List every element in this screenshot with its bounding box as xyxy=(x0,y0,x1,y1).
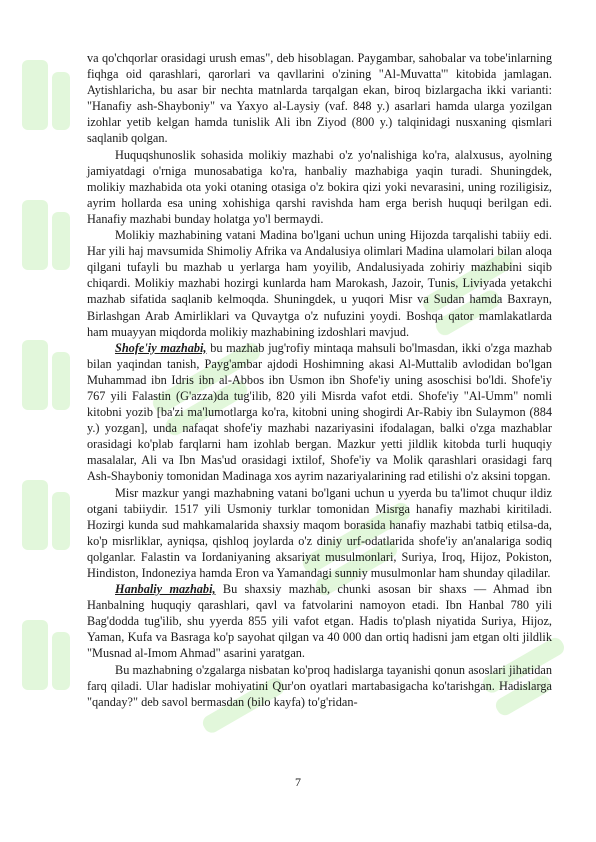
paragraph-text: Bu mazhabning o'zgalarga nisbatan ko'proq hadislarga tayanishi qonun asoslari jihatidan farq qiladi. Ular hadislar mohiyatini Qur'on oyatlari martabasigacha ko'tarishgan. Hadislarga "qanday?" deb savol bermasdan (bilo kayfa) to'g'ridan- xyxy=(87,662,552,709)
page-number: 7 xyxy=(295,775,301,789)
paragraph-text: Huquqshunoslik sohasida molikiy mazhabi o'z yo'nalishiga ko'ra, alalxusus, ayolning jamiyatdagi o'rniga munosabatiga ko'ra, hanbaliy mazhabiga yaqin turadi. Shuningdek, molikiy mazhabida ota yoki otaning otasiga o'z bokira qizi yoki nevarasini, uning roziligisiz, ayrim hollarda esa uning xohishiga qarshi ravishda ham erga berish huquqi berilgan edi. Hanafiy mazhabi bunday holatga yo'l bermaydi. xyxy=(87,147,552,226)
paragraph-3 xyxy=(87,227,552,340)
paragraph-7 xyxy=(87,662,552,710)
paragraph-hanbaliy xyxy=(87,581,552,661)
term-hanbaliy-mazhabi: Hanbaliy mazhabi, xyxy=(115,582,216,597)
paragraph-2 xyxy=(87,147,552,227)
paragraph-text: Molikiy mazhabining vatani Madina bo'lgani uchun uning Hijozda tarqalishi tabiiy edi. Har yili haj mavsumida Shimoliy Afrika va Andalusiya olimlari Madina ulamolari bilan aloqa qilgani tufayli bu mazhab u yerlarga ham yoyilib, Andalusiyada zohiriy mazhabini siqib chiqardi. Molikiy mazhabi hozirgi kunlarda ham Marokash, Jazoir, Tunis, Liviyada yetakchi mazhab sifatida saqlanib kelmoqda. Shuningdek, u yuqori Misr va Sudan hamda Baxrayn, Birlashgan Arab Amirliklari va Quvaytga o'z nufuzini yoydi. Boshqa qator mamlakatlarda ham muayyan miqdorda molikiy mazhabining izdoshlari mavjud. xyxy=(87,228,552,339)
paragraph-5 xyxy=(87,485,552,582)
paragraph-shofeiy xyxy=(87,340,552,485)
paragraph-text: Bu shaxsiy mazhab, chunki asosan bir shaxs — Ahmad ibn Hanbalning huquqiy qarashlari, qavl va fatvolarini namoyon etadi. Ibn Hanbal 780 yili Bag'dodda tug'ilib, shu yyerda 855 yili vafot etgan. Hadis to'plash niyatida Suriya, Hijoz, Yaman, Kufa va Basraga ko'p sayohat qilgan va 40 000 dan ortiq hadisni jam etgan olti jildlik "Musnad al-Imom Ahmad" asarini yaratgan. xyxy=(87,582,552,661)
paragraph-text: Misr mazkur yangi mazhabning vatani bo'lgani uchun u yyerda bu ta'limot chuqur ildiz otgani tabiiydir. 1517 yili Usmoniy turklar tomonidan Misrga hanafiy mazhabi kiritiladi. Hozirgi kunda sud mahkamalarida shaxsiy maqom borasida hanafiy mazhabi tatbiq etilsa-da, ko'p misrliklar, ayniqsa, qishloq joylarda o'z diniy urf-odatlarida shofe'iy an'analariga sodiq qolganlar. Falastin va Iordaniyaning aksariyat musulmonlari, Suriya, Iroq, Hijoz, Pokiston, Hindiston, Indoneziya hamda Eron va Yamandagi sunniy musulmonlar ham shunday qiladilar. xyxy=(87,485,552,580)
paragraph-1 xyxy=(87,50,552,147)
document-body xyxy=(87,50,552,710)
term-shofeiy-mazhabi: Shofe'iy mazhabi, xyxy=(115,340,207,355)
paragraph-text: va qo'chqorlar orasidagi urush emas", deb hisoblagan. Paygambar, sahobalar va tobe'inlarning fiqhga oid qarashlari, qarorlari va qavllarini o'zining "Al-Muvatta'" kitobida jamlagan. Aytishlaricha, bu asar bir nechta matnlarda tarqalgan ekan, biroq bizlargacha ikki varianti: "Hanafiy ash-Shayboniy" va Yaxyo al-Laysiy (vaf. 848 y.) asarlari hamda ularga yozilgan izohlar yetib kelgan hamda tunislik Ali ibn Ziyod (800 y.) talqinidagi nusxaning qismlari saqlanib qolgan. xyxy=(87,51,552,146)
paragraph-text: bu mazhab jug'rofiy mintaqa mahsuli bo'lmasdan, ikki o'zga mazhab bilan yaqindan tanish, Payg'ambar ajdodi Hoshimning akasi Al-Muttalib avlodidan bo'lgan Muhammad ibn Idris ibn al-Abbos ibn Usmon ibn Shofe'iy uning asoschisi bo'ldi. Shofe'iy 767 yili Falastin (G'azza)da tug'ilib, 820 yili Misrda vafot etdi. Shofe'iy "Al-Umm" nomli kitobni yozib [ba'zi ma'lumotlarga ko'ra, kitobni uning shogirdi Ar-Rabiy ibn Sulaymon (884 y.) yozgan], unda nafaqat shofe'iy mazhabi nazariyasini ifodalagan, balki o'zga mazhablar orasidagi ko'plab farqlarni ham izohlab bergan. Mazkur yetti jildlik kitobda turli huquqiy masalalar, Ali va Ibn Mas'ud orasidagi ixtilof, Shofe'iy va Molik qarashlari orasidagi farq Ash-Shayboniy tomonidan Madinaga xos ayrim nazariyalarining rad etilishi o'z aksini topgan. xyxy=(87,340,552,484)
